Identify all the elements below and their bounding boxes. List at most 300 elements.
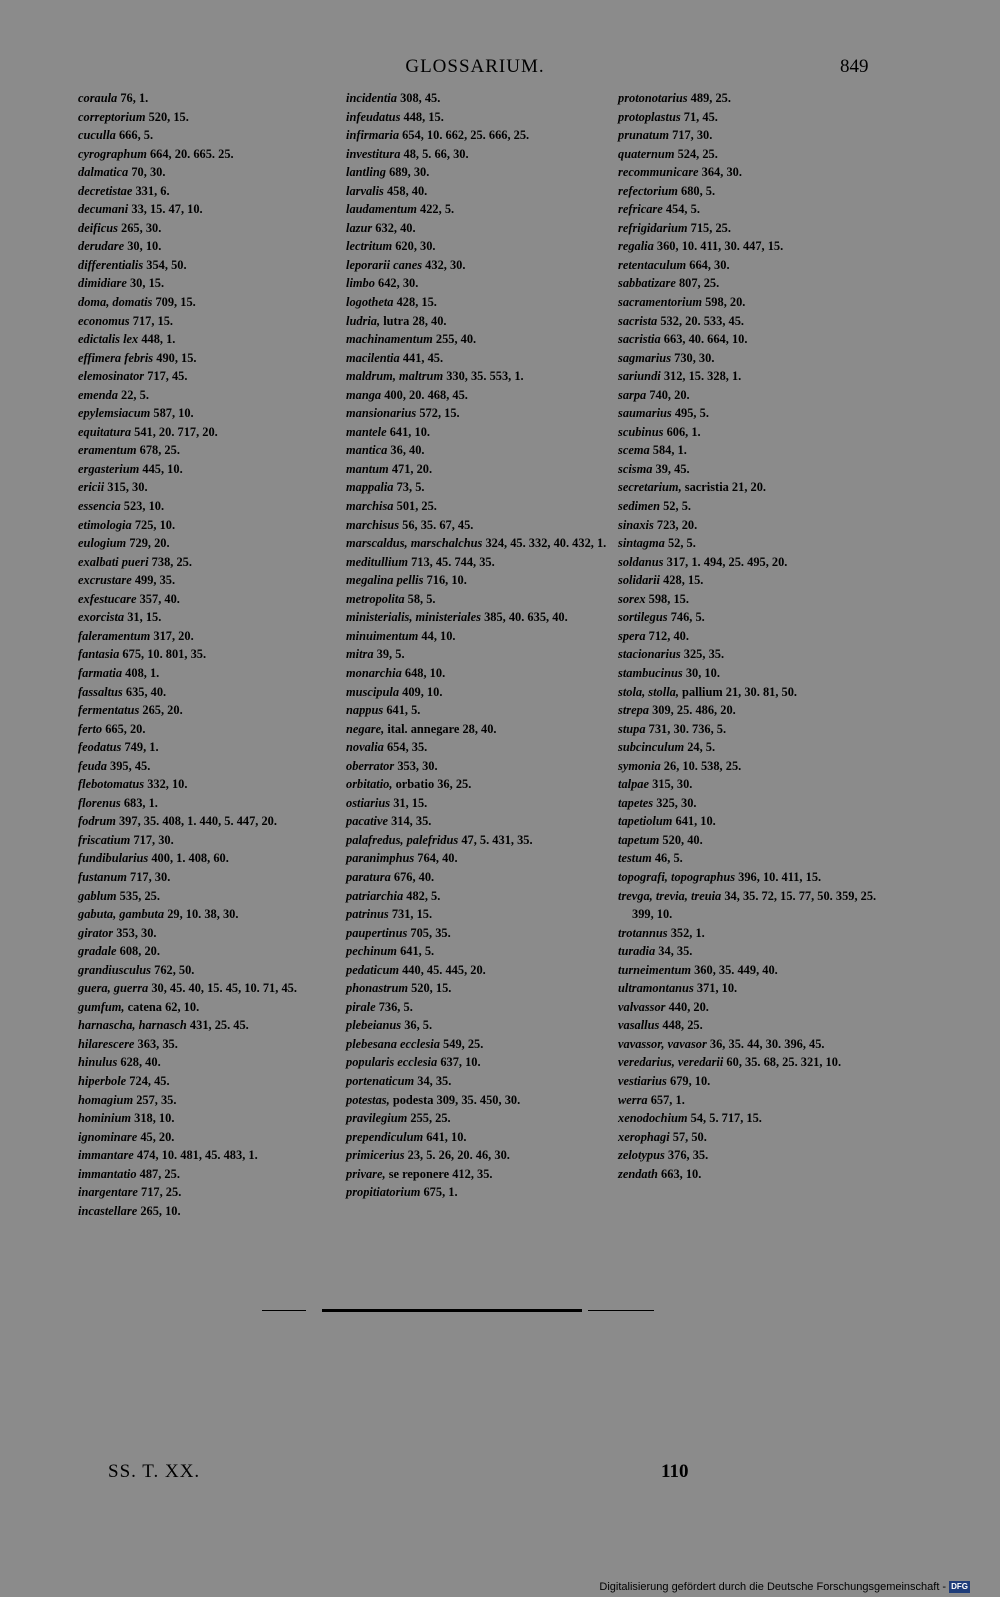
entry-reference: 57, 50.: [672, 1129, 707, 1144]
entry-reference: 24, 5.: [687, 740, 716, 755]
entry-term: pacative: [346, 814, 388, 829]
entry-term: paupertinus: [346, 925, 408, 940]
entry-term: plebeianus: [346, 1018, 402, 1033]
glossary-entry: [618, 1109, 880, 1128]
entry-reference: 666, 5.: [118, 128, 154, 143]
entry-term: testum: [618, 851, 652, 866]
entry-term: werra: [618, 1092, 648, 1107]
glossary-entry: [78, 349, 340, 368]
entry-term: popularis ecclesia: [346, 1055, 438, 1070]
glossary-entry: [78, 738, 340, 757]
entry-reference: 360, 10. 411, 30. 447, 15.: [656, 239, 784, 254]
entry-term: fustanum: [78, 869, 127, 884]
entry-term: vavassor, vavasor: [618, 1036, 707, 1051]
glossary-entry: [618, 182, 880, 201]
entry-term: tapetum: [618, 832, 660, 847]
entry-term: coraula: [78, 91, 118, 105]
entry-reference: 549, 25.: [443, 1036, 484, 1051]
entry-term: ignominare: [78, 1129, 138, 1144]
entry-reference: 360, 35. 449, 40.: [694, 962, 778, 977]
glossary-entry: [618, 942, 880, 961]
entry-reference: 330, 35. 553, 1.: [446, 369, 524, 384]
footer-rule: [262, 1308, 654, 1314]
glossary-entry: [618, 274, 880, 293]
entry-reference: 30, 45. 40, 15. 45, 10. 71, 45.: [151, 981, 297, 996]
entry-reference: 717, 30.: [672, 128, 713, 143]
entry-term: emenda: [78, 387, 118, 402]
glossary-entry: [78, 1091, 340, 1110]
entry-reference: 448, 15.: [403, 109, 444, 124]
entry-reference: 679, 10.: [670, 1073, 711, 1088]
glossary-entry: [78, 1072, 340, 1091]
entry-term: sarpa: [618, 387, 647, 402]
entry-reference: 318, 10.: [134, 1111, 175, 1126]
entry-reference: 641, 5.: [386, 703, 421, 718]
glossary-entry: [78, 1128, 340, 1147]
entry-term: muscipula: [346, 684, 400, 699]
entry-reference: 762, 50.: [154, 962, 195, 977]
entry-term: logotheta: [346, 295, 394, 310]
entry-term: propitiatorium: [346, 1185, 421, 1200]
entry-term: solidarii: [618, 573, 660, 588]
entry-reference: sacristia 21, 20.: [684, 480, 766, 495]
entry-term: tapetes: [618, 795, 654, 810]
glossary-entry: [78, 812, 340, 831]
glossary-entry: [346, 200, 612, 219]
glossary-entry: [78, 831, 340, 850]
entry-term: prunatum: [618, 128, 669, 143]
glossary-entry: [618, 1165, 880, 1184]
entry-reference: 641, 10.: [426, 1129, 467, 1144]
entry-reference: 675, 10. 801, 35.: [122, 647, 207, 662]
glossary-entry: [78, 293, 340, 312]
entry-term: vasallus: [618, 1018, 660, 1033]
entry-reference: 47, 5. 431, 35.: [461, 832, 533, 847]
entry-term: derudare: [78, 239, 125, 254]
glossary-entry: [78, 627, 340, 646]
entry-reference: 675, 1.: [423, 1185, 458, 1200]
entry-reference: 664, 30.: [689, 257, 730, 272]
glossary-entry: [78, 1165, 340, 1184]
entry-reference: 807, 25.: [678, 276, 720, 291]
glossary-entry: [78, 182, 340, 201]
entry-reference: 34, 35.: [658, 944, 693, 959]
glossary-entry: [618, 849, 880, 868]
entry-term: privare,: [346, 1166, 386, 1181]
glossary-entry: [346, 478, 612, 497]
glossary-entry: [618, 571, 880, 590]
glossary-entry: [618, 145, 880, 164]
entry-term: equitatura: [78, 424, 132, 439]
entry-reference: 620, 30.: [395, 239, 436, 254]
glossary-entry: [618, 534, 880, 553]
glossary-entry: [346, 293, 612, 312]
entry-term: ferto: [78, 721, 103, 736]
entry-reference: 709, 15.: [155, 295, 196, 310]
entry-term: oberrator: [346, 758, 395, 773]
glossary-entry: [78, 237, 340, 256]
glossary-entry: [78, 553, 340, 572]
entry-reference: 448, 25.: [662, 1018, 703, 1033]
glossary-entry: [78, 497, 340, 516]
entry-reference: 746, 5.: [670, 610, 705, 625]
entry-reference: 598, 20.: [705, 295, 746, 310]
glossary-entry: [618, 701, 880, 720]
glossary-entry: [618, 367, 880, 386]
entry-term: pirale: [346, 999, 376, 1014]
entry-reference: 716, 10.: [426, 573, 467, 588]
entry-term: ostiarius: [346, 795, 391, 810]
entry-reference: 353, 30.: [116, 925, 157, 940]
glossary-entry: [78, 701, 340, 720]
glossary-entry: [618, 349, 880, 368]
entry-term: sariundi: [618, 369, 661, 384]
entry-reference: ital. annegare 28, 40.: [387, 721, 497, 736]
entry-reference: 30, 15.: [129, 276, 165, 291]
entry-term: marchisa: [346, 499, 394, 514]
entry-term: scubinus: [618, 424, 664, 439]
entry-reference: 608, 20.: [119, 944, 160, 959]
entry-term: gumfum,: [78, 999, 125, 1014]
entry-reference: 400, 20. 468, 45.: [384, 387, 468, 402]
entry-term: homagium: [78, 1092, 134, 1107]
glossary-entry: [346, 887, 612, 906]
entry-reference: 34, 35. 72, 15. 77, 50. 359, 25. 399, 10.: [632, 888, 877, 922]
entry-reference: 36, 40.: [390, 443, 425, 458]
entry-term: valvassor: [618, 999, 666, 1014]
entry-reference: 717, 25.: [141, 1185, 182, 1200]
entry-term: topografi, topographus: [618, 869, 736, 884]
entry-reference: 642, 30.: [378, 276, 419, 291]
entry-term: stola, stolla,: [618, 684, 679, 699]
entry-reference: 431, 25. 45.: [189, 1018, 249, 1033]
glossary-entry: [346, 89, 612, 108]
glossary-entry: [618, 998, 880, 1017]
page-title: GLOSSARIUM.: [405, 56, 545, 77]
entry-reference: 637, 10.: [440, 1055, 481, 1070]
glossary-entry: [618, 1146, 880, 1165]
entry-reference: 520, 15.: [411, 981, 452, 996]
entry-term: hiperbole: [78, 1073, 127, 1088]
glossary-entry: [618, 627, 880, 646]
glossary-entry: [618, 126, 880, 145]
entry-reference: 723, 20.: [656, 517, 698, 532]
glossary-entry: [346, 108, 612, 127]
entry-term: infirmaria: [346, 128, 400, 143]
glossary-entry: [618, 664, 880, 683]
entry-term: epylemsiacum: [78, 406, 151, 421]
entry-term: sacramentorium: [618, 295, 702, 310]
glossary-entry: [346, 794, 612, 813]
glossary-entry: [346, 386, 612, 405]
glossary-column-3: [618, 89, 880, 1183]
entry-term: florenus: [78, 795, 121, 810]
entry-reference: 482, 5.: [406, 888, 441, 903]
entry-reference: 408, 1.: [125, 665, 160, 680]
entry-reference: 58, 5.: [407, 591, 436, 606]
entry-term: laudamentum: [346, 202, 417, 217]
entry-term: exorcista: [78, 610, 125, 625]
glossary-entry: [618, 1128, 880, 1147]
entry-reference: 357, 40.: [139, 591, 180, 606]
entry-reference: 635, 40.: [125, 684, 167, 699]
entry-reference: 717, 30.: [133, 832, 174, 847]
entry-reference: 717, 45.: [147, 369, 188, 384]
glossary-entry: [78, 1016, 340, 1035]
glossary-column-1: [78, 89, 340, 1220]
glossary-entry: [78, 89, 340, 108]
entry-reference: 495, 5.: [674, 406, 709, 421]
volume-signature: SS. T. XX.: [108, 1461, 201, 1482]
entry-term: differentialis: [78, 257, 144, 272]
glossary-entry: [618, 386, 880, 405]
entry-term: harnascha, harnasch: [78, 1018, 187, 1033]
entry-reference: 736, 5.: [378, 999, 413, 1014]
glossary-entry: [78, 1035, 340, 1054]
glossary-entry: [618, 590, 880, 609]
glossary-entry: [78, 460, 340, 479]
entry-reference: 56, 35. 67, 45.: [402, 517, 474, 532]
entry-term: paratura: [346, 869, 391, 884]
entry-term: flebotomatus: [78, 777, 145, 792]
entry-term: negare,: [346, 721, 385, 736]
entry-term: hominium: [78, 1111, 132, 1126]
entry-term: mitra: [346, 647, 374, 662]
entry-reference: 648, 10.: [404, 665, 446, 680]
glossary-entry: [618, 775, 880, 794]
entry-term: friscatium: [78, 832, 131, 847]
entry-reference: 749, 1.: [124, 740, 159, 755]
glossary-entry: [78, 1053, 340, 1072]
entry-reference: 30, 10.: [127, 239, 162, 254]
entry-reference: 663, 10.: [661, 1166, 702, 1181]
glossary-entry: [346, 608, 612, 627]
entry-term: gradale: [78, 944, 117, 959]
entry-reference: 729, 20.: [129, 536, 170, 551]
entry-term: stupa: [618, 721, 646, 736]
entry-reference: 60, 35. 68, 25. 321, 10.: [726, 1055, 842, 1070]
entry-reference: 441, 45.: [402, 350, 444, 365]
entry-term: sinaxis: [618, 517, 654, 532]
glossary-entry: [618, 460, 880, 479]
glossary-entry: [346, 849, 612, 868]
entry-term: sortilegus: [618, 610, 668, 625]
glossary-entry: [78, 1109, 340, 1128]
entry-reference: se reponere 412, 35.: [388, 1166, 493, 1181]
entry-term: edictalis lex: [78, 332, 139, 347]
entry-reference: 474, 10. 481, 45. 483, 1.: [136, 1148, 258, 1163]
entry-term: scema: [618, 443, 650, 458]
glossary-column-2: [346, 89, 612, 1202]
glossary-entry: [78, 163, 340, 182]
entry-term: regalia: [618, 239, 654, 254]
entry-reference: 676, 40.: [393, 869, 435, 884]
entry-term: sabbatizare: [618, 276, 676, 291]
entry-reference: 385, 40. 635, 40.: [484, 610, 568, 625]
entry-reference: 598, 15.: [648, 591, 689, 606]
entry-reference: 26, 10. 538, 25.: [663, 758, 742, 773]
entry-reference: 315, 30.: [652, 777, 693, 792]
glossary-entry: [618, 1016, 880, 1035]
glossary-entry: [618, 738, 880, 757]
glossary-entry: [346, 998, 612, 1017]
glossary-entry: [346, 330, 612, 349]
entry-reference: 364, 30.: [701, 165, 742, 180]
rule-segment-thick: [322, 1309, 582, 1312]
glossary-entry: [346, 905, 612, 924]
entry-reference: 36, 35. 44, 30. 396, 45.: [709, 1036, 825, 1051]
entry-term: vestiarius: [618, 1073, 667, 1088]
entry-term: grandiusculus: [78, 962, 152, 977]
entry-reference: 712, 40.: [648, 628, 689, 643]
glossary-entry: [618, 683, 880, 702]
entry-term: tapetiolum: [618, 814, 673, 829]
glossary-entry: [78, 794, 340, 813]
entry-term: cuculla: [78, 128, 116, 143]
entry-term: refrigidarium: [618, 220, 688, 235]
glossary-entry: [618, 441, 880, 460]
glossary-entry: [618, 219, 880, 238]
entry-reference: 664, 20. 665. 25.: [149, 146, 234, 161]
entry-term: incastellare: [78, 1203, 138, 1218]
glossary-entry: [618, 553, 880, 572]
rule-segment: [588, 1310, 654, 1311]
entry-reference: 33, 15. 47, 10.: [131, 202, 203, 217]
glossary-entry: [78, 720, 340, 739]
entry-reference: 422, 5.: [420, 202, 455, 217]
glossary-entry: [346, 831, 612, 850]
entry-term: hilarescere: [78, 1036, 135, 1051]
glossary-entry: [78, 386, 340, 405]
entry-reference: 731, 30. 736, 5.: [648, 721, 727, 736]
entry-reference: lutra 28, 40.: [383, 313, 447, 328]
entry-reference: 641, 10.: [389, 424, 430, 439]
glossary-entry: [78, 274, 340, 293]
entry-term: faleramentum: [78, 628, 151, 643]
entry-term: gablum: [78, 888, 117, 903]
glossary-entry: [78, 979, 340, 998]
entry-term: sedimen: [618, 499, 660, 514]
entry-term: refricare: [618, 202, 663, 217]
entry-term: gabuta, gambuta: [78, 907, 165, 922]
glossary-entry: [618, 961, 880, 980]
glossary-entry: [618, 330, 880, 349]
entry-term: veredarius, veredarii: [618, 1055, 724, 1070]
entry-reference: 308, 45.: [400, 91, 441, 105]
entry-term: nappus: [346, 703, 384, 718]
entry-reference: catena 62, 10.: [127, 999, 200, 1014]
glossary-entry: [346, 497, 612, 516]
entry-reference: 315, 30.: [107, 480, 148, 495]
entry-term: exalbati pueri: [78, 554, 149, 569]
entry-term: sacristia: [618, 332, 661, 347]
entry-reference: 34, 35.: [417, 1073, 452, 1088]
glossary-entry: [346, 182, 612, 201]
entry-term: ericii: [78, 480, 105, 495]
entry-term: manga: [346, 387, 382, 402]
glossary-entry: [346, 701, 612, 720]
entry-term: monarchia: [346, 665, 402, 680]
glossary-entry: [346, 367, 612, 386]
glossary-entry: [78, 683, 340, 702]
glossary-entry: [346, 219, 612, 238]
glossary-entry: [346, 812, 612, 831]
entry-reference: 535, 25.: [119, 888, 160, 903]
glossary-entry: [346, 738, 612, 757]
entry-term: palafredus, palefridus: [346, 832, 459, 847]
glossary-entry: [78, 423, 340, 442]
entry-term: soldanus: [618, 554, 664, 569]
glossary-entry: [346, 1109, 612, 1128]
entry-reference: 454, 5.: [665, 202, 700, 217]
glossary-entry: [346, 627, 612, 646]
entry-term: ludria,: [346, 313, 381, 328]
entry-reference: 471, 20.: [391, 461, 433, 476]
entry-reference: 324, 45. 332, 40. 432, 1.: [485, 536, 607, 551]
entry-term: fodrum: [78, 814, 116, 829]
entry-term: xerophagi: [618, 1129, 670, 1144]
entry-reference: 458, 40.: [386, 183, 428, 198]
entry-term: macilentia: [346, 350, 400, 365]
glossary-entry: [618, 794, 880, 813]
entry-reference: 309, 25. 486, 20.: [652, 703, 736, 718]
glossary-entry: [346, 979, 612, 998]
glossary-entry: [618, 478, 880, 497]
glossary-entry: [78, 942, 340, 961]
glossary-entry: [78, 887, 340, 906]
entry-reference: 31, 15.: [393, 795, 428, 810]
entry-term: excrustare: [78, 573, 132, 588]
glossary-entry: [618, 404, 880, 423]
entry-term: orbitatio,: [346, 777, 393, 792]
entry-term: trevga, trevia, treuia: [618, 888, 722, 903]
entry-reference: 409, 10.: [402, 684, 443, 699]
entry-reference: 30, 10.: [685, 665, 720, 680]
glossary-entry: [78, 330, 340, 349]
glossary-entry: [78, 608, 340, 627]
entry-term: fermentatus: [78, 703, 140, 718]
entry-reference: 376, 35.: [667, 1148, 709, 1163]
glossary-entry: [78, 868, 340, 887]
entry-term: sintagma: [618, 536, 665, 551]
entry-reference: 354, 50.: [146, 257, 187, 272]
entry-reference: 717, 15.: [132, 313, 174, 328]
glossary-entry: [618, 887, 880, 924]
entry-reference: 331, 6.: [135, 183, 170, 198]
entry-reference: 317, 20.: [153, 628, 194, 643]
entry-term: exfestucare: [78, 591, 137, 606]
entry-reference: 73, 5.: [396, 480, 425, 495]
entry-term: patrinus: [346, 907, 389, 922]
entry-reference: 654, 35.: [386, 740, 428, 755]
entry-term: scisma: [618, 461, 653, 476]
entry-term: protonotarius: [618, 91, 688, 105]
entry-term: decumani: [78, 202, 129, 217]
entry-term: retentaculum: [618, 257, 687, 272]
entry-reference: 325, 30.: [656, 795, 697, 810]
entry-reference: 44, 10.: [421, 628, 456, 643]
entry-reference: 255, 40.: [435, 332, 477, 347]
entry-reference: 440, 20.: [668, 999, 709, 1014]
glossary-entry: [618, 108, 880, 127]
glossary-entry: [346, 942, 612, 961]
entry-term: cyrographum: [78, 146, 147, 161]
glossary-entry: [78, 571, 340, 590]
entry-term: inargentare: [78, 1185, 138, 1200]
entry-reference: 428, 15.: [396, 295, 437, 310]
entry-reference: 29, 10. 38, 30.: [167, 907, 239, 922]
glossary-entry: [346, 1053, 612, 1072]
